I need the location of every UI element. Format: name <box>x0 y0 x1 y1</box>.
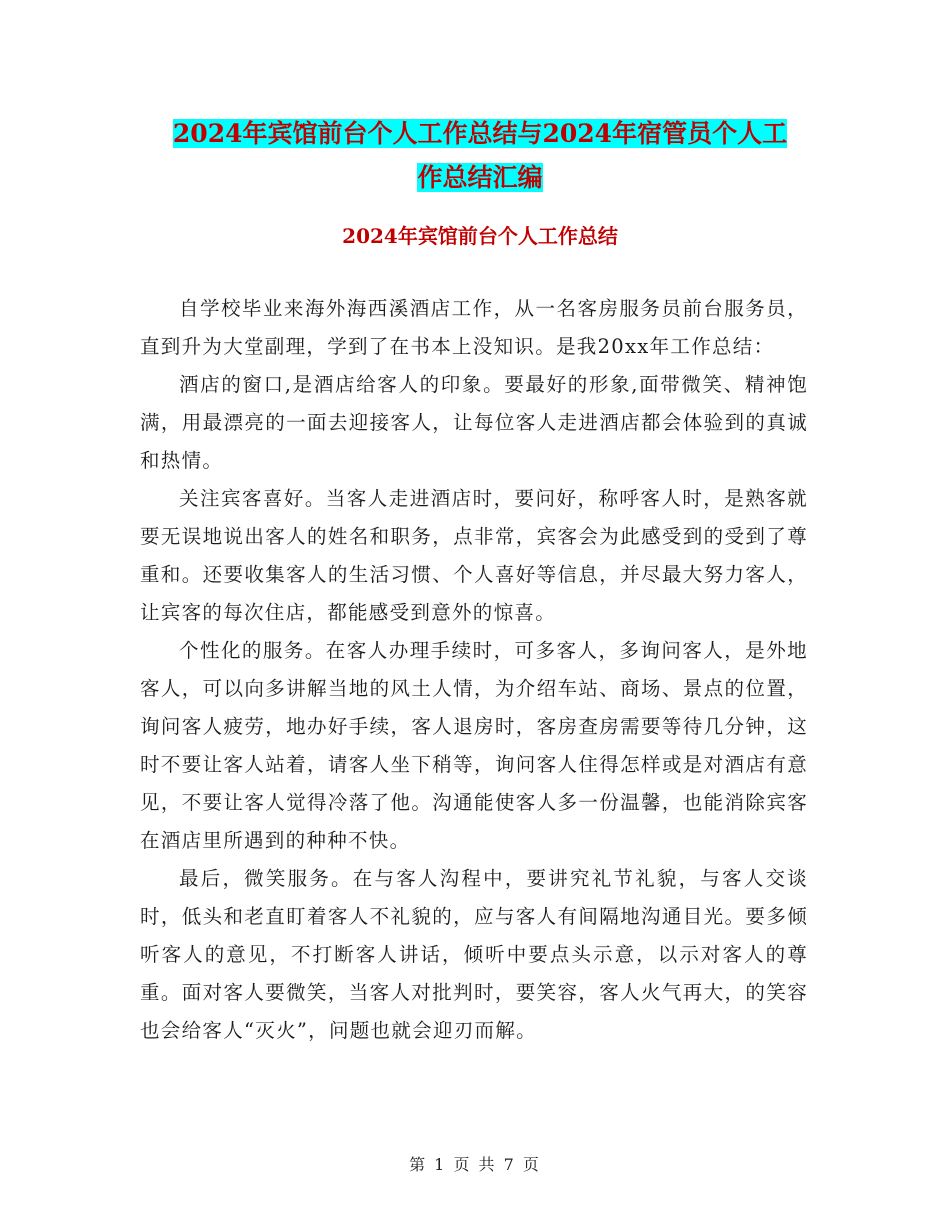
section-title: 2024年宾馆前台个人工作总结 <box>342 224 618 248</box>
document-body <box>140 290 808 1050</box>
title-line-1: 2024年宾馆前台个人工作总结与2024年宿管员个人工 <box>172 119 788 148</box>
document-title <box>140 112 820 200</box>
page-footer: 第 1 页 共 7 页 <box>409 1155 541 1174</box>
paragraph-personalized: 个性化的服务。在客人办理手续时，可多客人，多询问客人，是外地客人，可以向多讲解当地的风土人情，为介绍车站、商场、景点的位置，询问客人疲劳，地办好手续，客人退房时，客房查房需要等待几分钟，这时不要让客人站着，请客人坐下稍等，询问客人住得怎样或是对酒店有意见，不要让客人觉得冷落了他。沟通能使客人多一份温馨，也能消除宾客在酒店里所遇到的种种不快。 <box>140 639 808 852</box>
paragraph-preferences: 关注宾客喜好。当客人走进酒店时，要问好，称呼客人时，是熟客就要无误地说出客人的姓名和职务，点非常，宾客会为此感受到的受到了尊重和。还要收集客人的生活习惯、个人喜好等信息，并尽最大努力客人，让宾客的每次住店，都能感受到意外的惊喜。 <box>140 487 808 624</box>
paragraph-intro: 自学校毕业来海外海西溪酒店工作，从一名客房服务员前台服务员，直到升为大堂副理，学到了在书本上没知识。是我20xx年工作总结： <box>140 297 808 358</box>
paragraph-window: 酒店的窗口,是酒店给客人的印象。要最好的形象,面带微笑、精神饱满，用最漂亮的一面去迎接客人，让每位客人走进酒店都会体验到的真诚和热情。 <box>140 373 808 472</box>
paragraph-smile: 最后，微笑服务。在与客人沟程中，要讲究礼节礼貌，与客人交谈时，低头和老直盯着客人不礼貌的，应与客人有间隔地沟通目光。要多倾听客人的意见，不打断客人讲话，倾听中要点头示意，以示对客人的尊重。面对客人要微笑，当客人对批判时，要笑容，客人火气再大，的笑容也会给客人“灭火”，问题也就会迎刃而解。 <box>140 867 808 1042</box>
title-line-2: 作总结汇编 <box>417 163 543 192</box>
